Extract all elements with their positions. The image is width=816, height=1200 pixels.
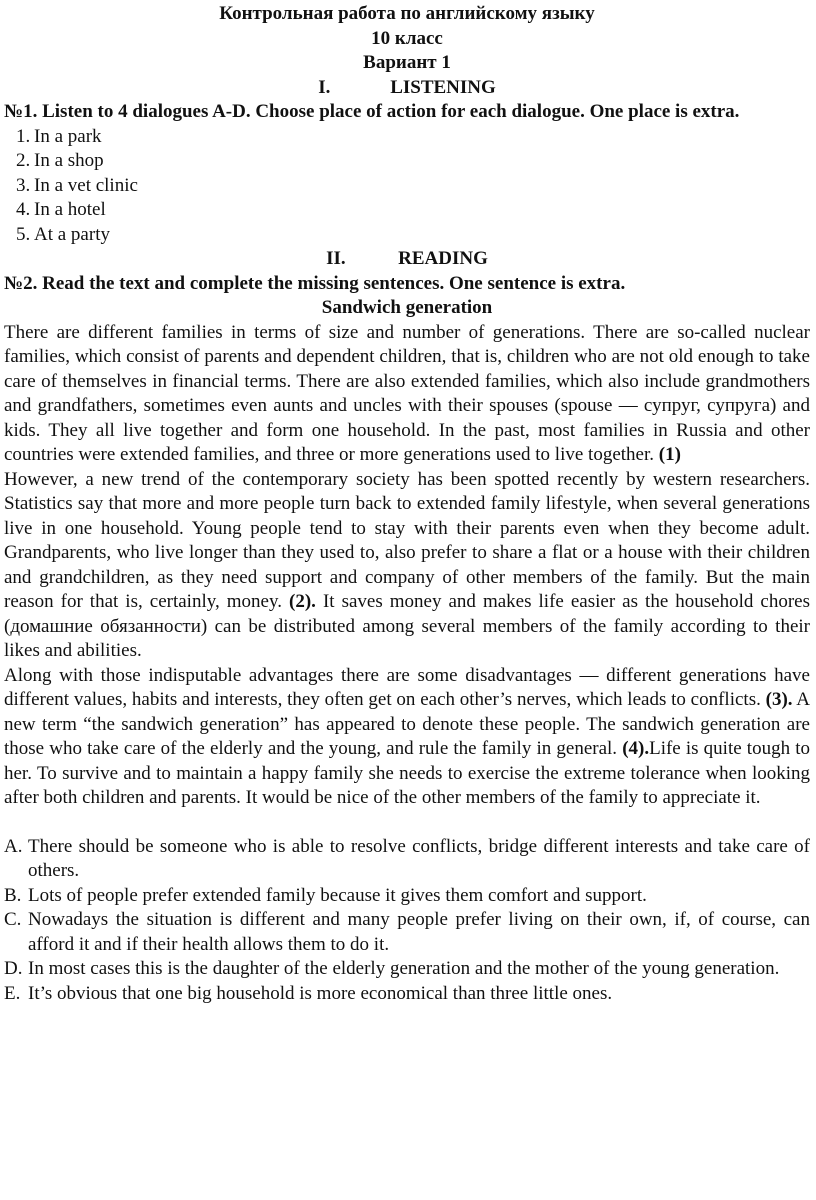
paragraph-1: There are different families in terms of size and number of generations. There are so-called nuclear families, which consist of parents and dependent children, that is, children who are not old enough to take care of themselves in financial terms. There are also extended families, which also include grandmothers and grandfathers, sometimes even aunts and uncles with their spouses (spouse — супруг, супруга) and kids. They all live together and form one household. In the past, most families in Russia and other countries were extended families, and three or more generations used to live together. (1) [4, 321, 810, 465]
paragraph-3: Along with those indisputable advantages there are some disadvantages — different generations have different values, habits and interests, they often get on each other’s nerves, which leads to conflicts. (3). A new term “the sandwich generation” has appeared to denote these people. The sandwich generation are those who take care of the elderly and the young, and rule the family in general. (4).Life is quite tough to her. To survive and to maintain a happy family she needs to exercise the extreme tolerance when looking after both children and parents. It would be nice of the other members of the family to appreciate it. [4, 664, 811, 808]
answer-options [4, 835, 810, 1007]
list-item: D. In most cases this is the daughter of the elderly generation and the mother of the young generation. [4, 958, 780, 979]
text-title: Sandwich generation [321, 297, 493, 318]
paragraph-2: However, a new trend of the contemporary society has been spotted recently by western researchers. Statistics say that more and more people turn back to extended family lifestyle, when several generations live in one household. Young people tend to stay with their parents even when they become adult. Grandparents, who live longer than they used to, also prefer to share a flat or a house with their children and grandchildren, as they need support and company of other members of the family. But the main reason for that is, certainly, money. (2). It saves money and makes life easier as the household chores (домашние обязанности) can be distributed among several members of the family according to their likes and abilities. [4, 468, 810, 661]
places-list [4, 125, 810, 248]
doc-variant: Вариант 1 [363, 52, 451, 73]
list-item: B. Lots of people prefer extended family because it gives them comfort and support. [4, 884, 647, 906]
gap-1: (1) [658, 444, 681, 465]
task-2-instruction: №2. Read the text and complete the missing sentences. One sentence is extra. [4, 272, 626, 294]
section-reading-heading [4, 247, 810, 272]
section-numeral: II. [326, 248, 346, 269]
task-1-instruction: №1. Listen to 4 dialogues A-D. Choose place of action for each dialogue. One place is extra. [4, 101, 740, 122]
section-listening-heading [4, 76, 810, 101]
doc-title: Контрольная работа по английскому языку [219, 3, 595, 24]
section-name: LISTENING [390, 76, 496, 98]
spacer [4, 811, 810, 835]
list-item: 1. In a park [16, 125, 102, 147]
list-item: C. Nowadays the situation is different and many people prefer living on their own, if, of course, can afford it and if their health allows them to do it. [4, 909, 810, 955]
list-item: 5. At a party [16, 223, 110, 245]
list-item: 2. In a shop [16, 150, 104, 171]
list-item: 4. In a hotel [16, 199, 106, 220]
gap-4: (4). [622, 738, 650, 759]
section-numeral: I. [318, 76, 331, 98]
doc-grade: 10 класс [371, 27, 443, 49]
section-name: READING [398, 248, 488, 269]
list-item: A. There should be someone who is able to resolve conflicts, bridge different interests and take care of others. [4, 835, 810, 881]
gap-3: (3). [765, 689, 793, 710]
list-item: E. It’s obvious that one big household is more economical than three little ones. [4, 982, 613, 1004]
list-item: 3. In a vet clinic [16, 174, 138, 196]
gap-2: (2). [289, 591, 316, 612]
